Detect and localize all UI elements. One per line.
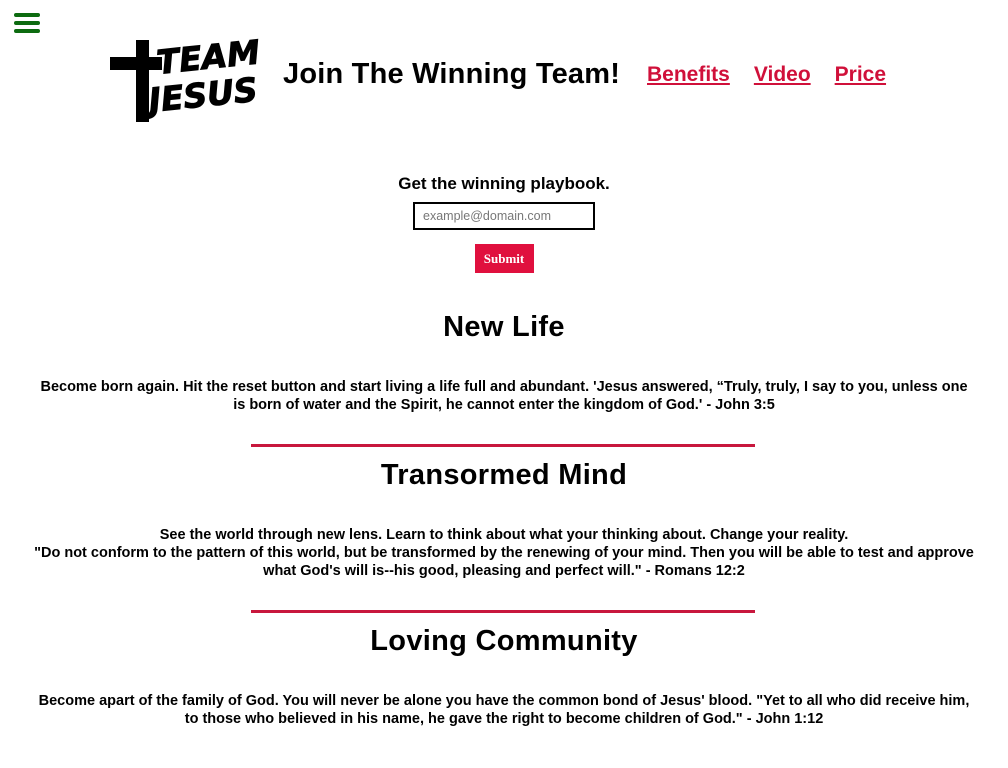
- section-title: Transormed Mind: [380, 459, 628, 491]
- signup-form: [0, 174, 1008, 273]
- logo-text-jesus: JESUS: [146, 69, 260, 120]
- section-title: Loving Community: [370, 625, 638, 657]
- section-text: [34, 692, 974, 728]
- section-transformed-mind: [0, 459, 1008, 580]
- nav-link-benefits[interactable]: Benefits: [647, 63, 730, 86]
- section-text: [34, 378, 974, 414]
- hamburger-bar: [14, 13, 40, 17]
- page-title: Join The Winning Team!: [283, 58, 621, 90]
- section-text-line: See the world through new lens. Learn to think about what your thinking about. Change your reality.: [159, 527, 849, 543]
- hamburger-bar: [14, 21, 40, 25]
- section-new-life: [0, 311, 1008, 414]
- section-text: [34, 526, 974, 580]
- section-text-line: Become born again. Hit the reset button and start living a life full and abundant. 'Jesus answered, “Truly, truly, I say to you, unless one is born of water and the Spirit, he cannot enter the kingdom of God.' - John 3:5: [40, 379, 968, 413]
- hamburger-bar: [14, 29, 40, 33]
- section-text-line: "Do not conform to the pattern of this world, but be transformed by the renewing of your mind. Then you will be able to test and approve what God's will is--his good, pleasing and perfect will." - Romans 12:2: [34, 545, 974, 579]
- top-nav: [647, 63, 886, 87]
- submit-button[interactable]: Submit: [475, 244, 534, 273]
- section-loving-community: [0, 625, 1008, 728]
- team-jesus-logo[interactable]: [108, 32, 262, 124]
- logo-text-team: TEAM: [154, 32, 262, 82]
- email-field[interactable]: [413, 202, 595, 230]
- section-text-line: Become apart of the family of God. You will never be alone you have the common bond of Jesus' blood. "Yet to all who did receive him, to those who believed in his name, he gave the right to become children of God." - John 1:12: [38, 693, 970, 727]
- nav-link-video[interactable]: Video: [753, 63, 811, 86]
- nav-link-price[interactable]: Price: [834, 63, 887, 86]
- hamburger-menu-icon[interactable]: [14, 13, 40, 33]
- section-divider: [251, 444, 755, 447]
- section-divider: [251, 610, 755, 613]
- section-title: New Life: [443, 311, 565, 343]
- signup-prompt: Get the winning playbook.: [398, 174, 610, 193]
